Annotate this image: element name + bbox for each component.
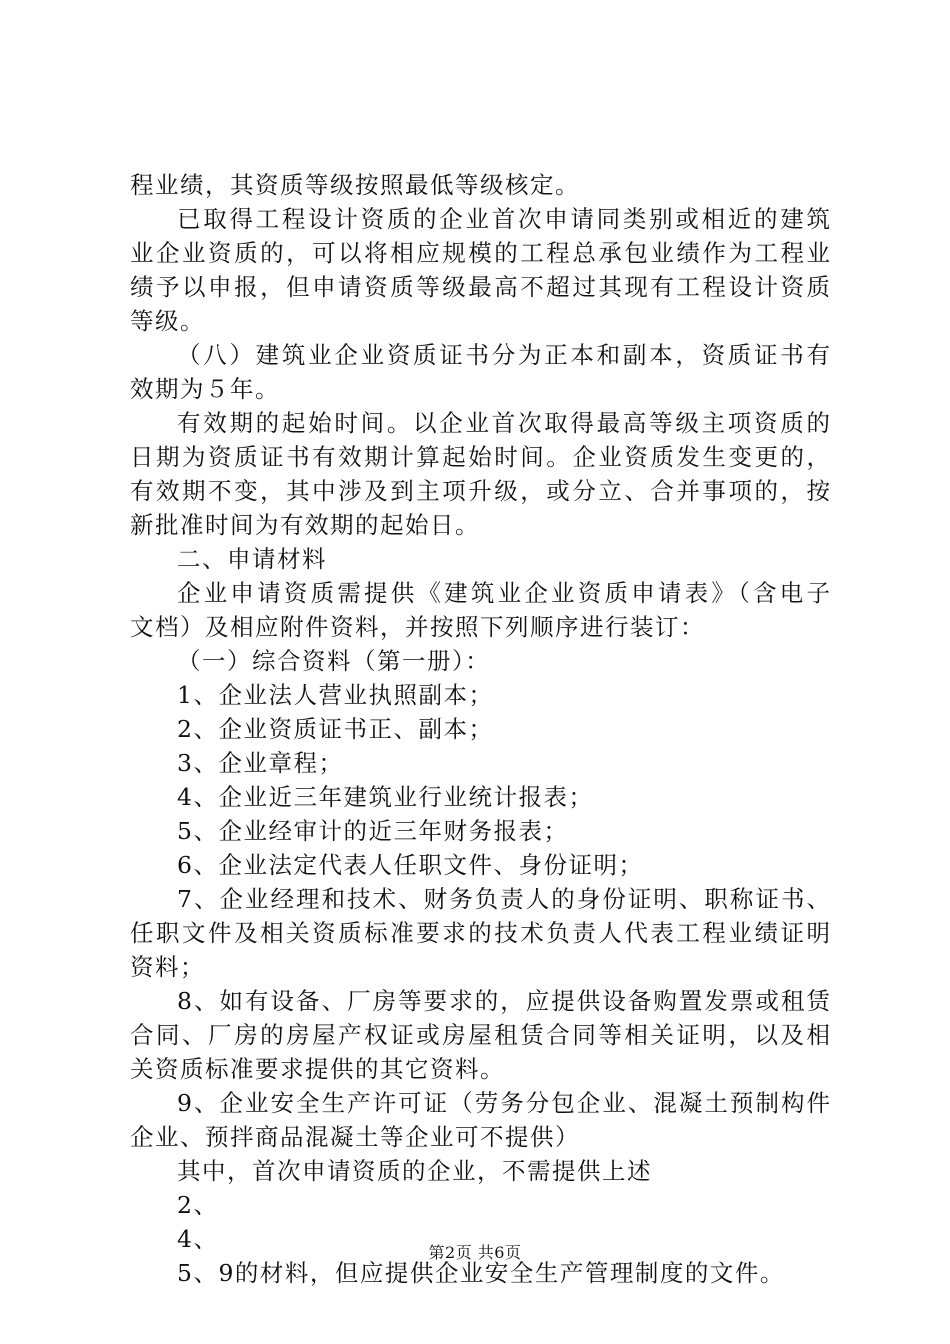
text-line: 5、9的材料，但应提供企业安全生产管理制度的文件。 xyxy=(177,1259,785,1287)
text-line: 资料； xyxy=(130,953,205,981)
document-body xyxy=(130,168,830,1290)
text-line: 企业、预拌商品混凝土等企业可不提供） xyxy=(130,1123,580,1151)
text-line: （一）综合资料（第一册）： xyxy=(177,647,491,675)
text-line: 企业申请资质需提供《建筑业企业资质申请表》（含电子 xyxy=(177,579,830,607)
text-line: 5、企业经审计的近三年财务报表； xyxy=(177,817,569,845)
text-line: 2、企业资质证书正、副本； xyxy=(177,715,494,743)
text-line: 合同、厂房的房屋产权证或房屋租赁合同等相关证明，以及相 xyxy=(130,1021,830,1049)
text-line: 文档）及相应附件资料，并按照下列顺序进行装订： xyxy=(130,613,705,641)
text-line: 2、 xyxy=(177,1191,219,1219)
text-line: 日期为资质证书有效期计算起始时间。企业资质发生变更的， xyxy=(130,443,830,471)
text-line: 等级。 xyxy=(130,307,205,335)
text-line: 8、如有设备、厂房等要求的，应提供设备购置发票或租赁 xyxy=(177,987,830,1015)
text-line: （八）建筑业企业资质证书分为正本和副本，资质证书有 xyxy=(177,341,830,369)
text-line: 有效期的起始时间。以企业首次取得最高等级主项资质的 xyxy=(177,409,830,437)
text-line: 4、 xyxy=(177,1225,219,1253)
text-line: 效期为５年。 xyxy=(130,375,280,403)
text-line: 7、企业经理和技术、财务负责人的身份证明、职称证书、 xyxy=(177,885,830,913)
text-line: 已取得工程设计资质的企业首次申请同类别或相近的建筑 xyxy=(177,205,830,233)
page-footer: 第2页 共6页 xyxy=(428,1243,522,1262)
text-line: 6、企业法定代表人任职文件、身份证明； xyxy=(177,851,644,879)
text-line: 业企业资质的，可以将相应规模的工程总承包业绩作为工程业 xyxy=(130,239,830,267)
text-line: 其中，首次申请资质的企业，不需提供上述 xyxy=(177,1157,652,1185)
text-line: 二、申请材料 xyxy=(177,545,327,573)
text-line: 绩予以申报，但申请资质等级最高不超过其现有工程设计资质 xyxy=(130,273,830,301)
text-line: 9、企业安全生产许可证（劳务分包企业、混凝土预制构件 xyxy=(177,1089,830,1117)
text-line: 关资质标准要求提供的其它资料。 xyxy=(130,1055,505,1083)
text-line: 1、企业法人营业执照副本； xyxy=(177,681,494,709)
text-line: 4、企业近三年建筑业行业统计报表； xyxy=(177,783,594,811)
text-line: 程业绩，其资质等级按照最低等级核定。 xyxy=(130,171,580,199)
text-line: 有效期不变，其中涉及到主项升级，或分立、合并事项的，按 xyxy=(130,477,830,505)
text-line: 任职文件及相关资质标准要求的技术负责人代表工程业绩证明 xyxy=(130,919,830,947)
text-line: 新批准时间为有效期的起始日。 xyxy=(130,511,480,539)
text-line: 3、企业章程； xyxy=(177,749,344,777)
